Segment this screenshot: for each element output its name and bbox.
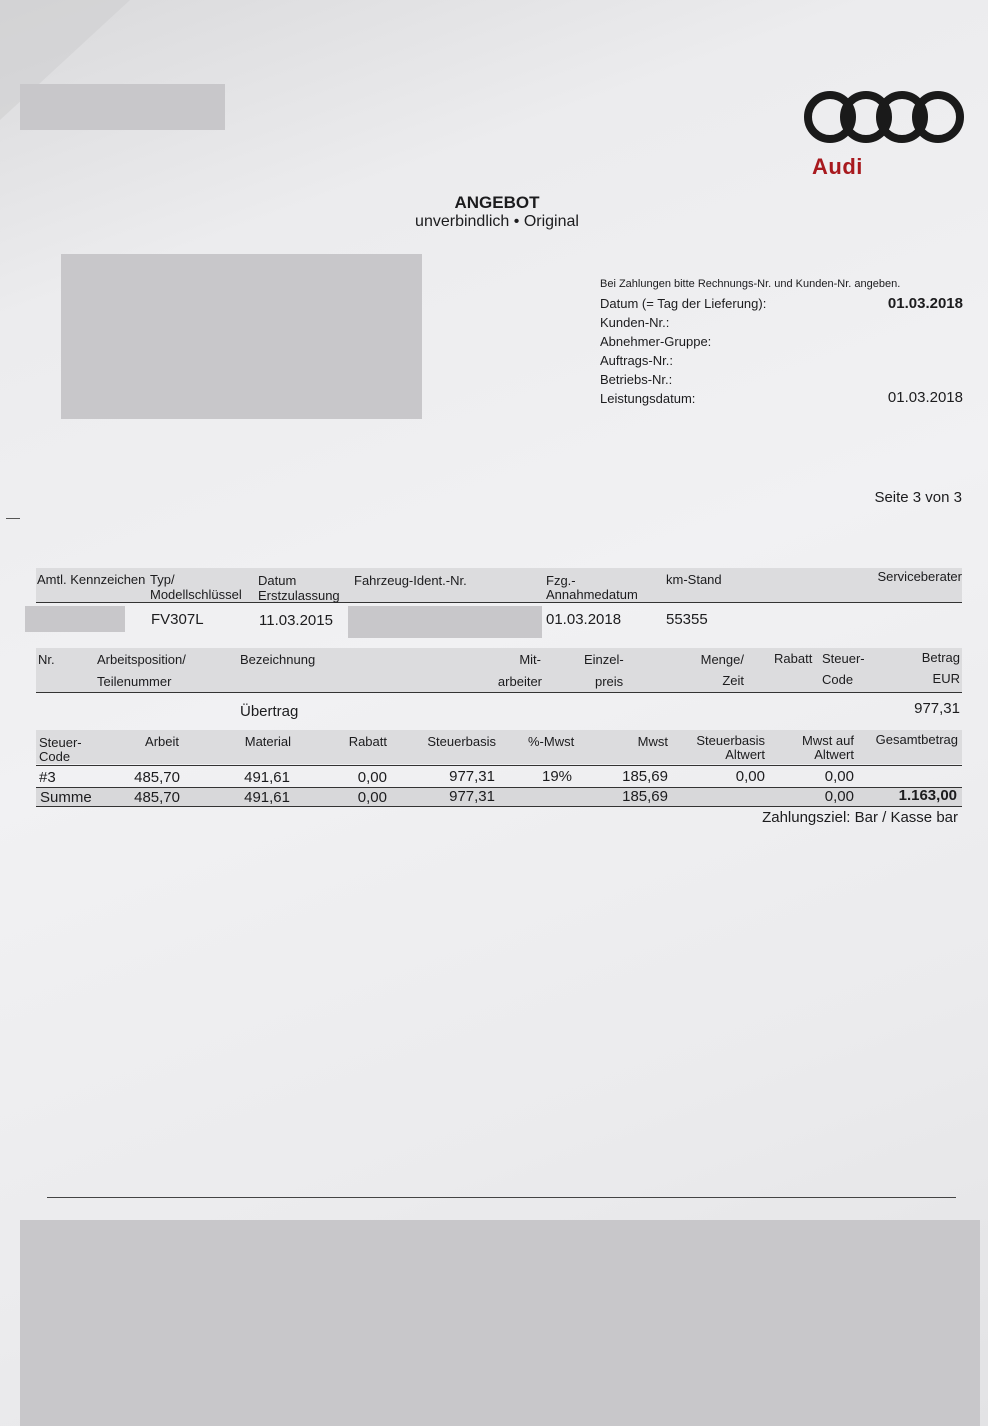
sum-col-steuer: Steuer- (39, 735, 82, 750)
col-nr: Nr. (38, 652, 55, 667)
col-arbeitsposition: Arbeitsposition/ (97, 652, 186, 667)
col-serviceberater: Serviceberater (877, 569, 962, 584)
summe-rabatt: 0,00 (357, 789, 387, 806)
sum-col-mwst-pct: %-Mwst (528, 734, 575, 749)
col-einzel: Einzel- (584, 652, 624, 667)
col-betrag: Betrag (921, 650, 960, 665)
sum-row-code: #3 (39, 769, 56, 786)
sum-col-gesamt: Gesamtbetrag (875, 732, 958, 747)
sum-row-sb-alt: 0,00 (735, 768, 765, 785)
col-arbeiter: arbeiter (497, 674, 542, 689)
leistung-value: 01.03.2018 (887, 389, 963, 406)
summe-mw-alt: 0,00 (824, 788, 854, 805)
col-kennzeichen: Amtl. Kennzeichen (37, 572, 146, 587)
col-zeit: Zeit (722, 673, 744, 688)
auftrags-label: Auftrags-Nr.: (600, 353, 673, 368)
col-erstzulassung: Erstzulassung (258, 588, 340, 603)
abnehmer-label: Abnehmer-Gruppe: (600, 334, 712, 349)
footer-rule (47, 1197, 956, 1198)
datum-value: 01.03.2018 (887, 295, 963, 312)
summe-rule-bottom (36, 806, 962, 807)
sum-col-arbeit: Arbeit (145, 734, 179, 749)
annahmedatum-value: 01.03.2018 (546, 611, 622, 628)
page-info: Seite 3 von 3 (874, 489, 962, 506)
summary-header-rule (36, 765, 962, 766)
redacted-dealer-name (20, 84, 225, 130)
summe-steuerbasis: 977,31 (449, 788, 495, 805)
sum-row-mw-alt: 0,00 (824, 768, 854, 785)
col-mit: Mit- (519, 652, 541, 667)
sum-row-mwst: 185,69 (622, 768, 668, 785)
km-value: 55355 (666, 611, 708, 628)
col-fzg: Fzg.- (546, 573, 576, 588)
col-fin: Fahrzeug-Ident.-Nr. (354, 573, 467, 588)
leistung-label: Leistungsdatum: (600, 391, 696, 406)
summe-arbeit: 485,70 (134, 789, 180, 806)
sum-row-rabatt: 0,00 (357, 769, 387, 786)
sum-row-mwst-pct: 19% (542, 768, 573, 785)
datum-label: Datum (= Tag der Lieferung): (600, 296, 767, 311)
sum-col-sb-altwert-2: Altwert (725, 747, 765, 762)
uebertrag-value: 977,31 (914, 700, 960, 717)
col-typ: Typ/ (150, 572, 175, 587)
col-preis: preis (595, 674, 624, 689)
sum-col-mwst: Mwst (637, 734, 668, 749)
sum-col-code: Code (39, 749, 71, 764)
sum-row-steuerbasis: 977,31 (449, 768, 495, 785)
col-rabatt: Rabatt (774, 651, 813, 666)
redacted-license-plate (25, 606, 125, 632)
col-menge: Menge/ (700, 652, 744, 667)
sum-row-arbeit: 485,70 (134, 769, 180, 786)
zahlungsziel: Zahlungsziel: Bar / Kasse bar (762, 809, 958, 826)
col-eur: EUR (932, 671, 960, 686)
col-code: Code (822, 672, 854, 687)
redacted-address (61, 254, 422, 419)
kunden-label: Kunden-Nr.: (600, 315, 670, 330)
col-steuer: Steuer- (822, 651, 865, 666)
col-teilenummer: Teilenummer (97, 674, 172, 689)
uebertrag-label: Übertrag (240, 703, 299, 720)
summe-mwst: 185,69 (622, 788, 668, 805)
fold-mark (6, 518, 20, 519)
document-subtitle: unverbindlich • Original (415, 213, 579, 230)
redacted-footer (20, 1220, 980, 1426)
brand-name: Audi (812, 154, 863, 179)
col-annahmedatum: Annahmedatum (546, 587, 638, 602)
col-datum: Datum (258, 573, 297, 588)
betriebs-label: Betriebs-Nr.: (600, 372, 673, 387)
summe-gesamt: 1.163,00 (898, 787, 957, 804)
redacted-vin (348, 606, 542, 638)
col-bezeichnung: Bezeichnung (240, 652, 316, 667)
payment-note: Bei Zahlungen bitte Rechnungs-Nr. und Kunden-Nr. angeben. (600, 278, 901, 290)
summe-code: Summe (40, 789, 92, 806)
vehicle-header-rule (36, 602, 962, 603)
four-rings-icon (804, 86, 966, 148)
typ-value: FV307L (151, 611, 204, 628)
sum-col-material: Material (244, 734, 291, 749)
col-modellschluessel: Modellschlüssel (150, 587, 242, 602)
erstzulassung-value: 11.03.2015 (259, 612, 333, 629)
sum-col-mw-altwert-2: Altwert (814, 747, 854, 762)
summe-material: 491,61 (244, 789, 290, 806)
sum-col-rabatt: Rabatt (348, 734, 387, 749)
sum-col-mw-altwert: Mwst auf (801, 733, 854, 748)
sum-col-steuerbasis: Steuerbasis (427, 734, 496, 749)
sum-col-sb-altwert: Steuerbasis (696, 733, 765, 748)
sum-row-material: 491,61 (244, 769, 290, 786)
col-km: km-Stand (666, 572, 722, 587)
document-title: ANGEBOT (454, 193, 540, 212)
positions-header-rule (36, 692, 962, 693)
